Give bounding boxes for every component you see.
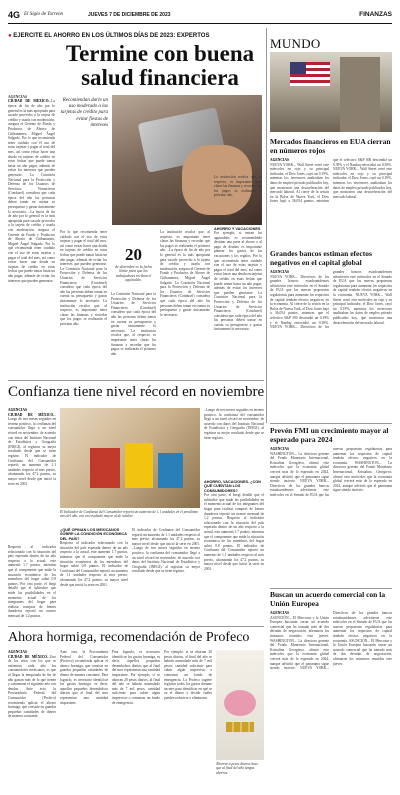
mid-col-1: AGENCIAS CIUDAD DE MÉXICO.–Luego de tres meses seguidos en terreno positivo, la confianza del consumidor llegó a un nivel récord en noviembre, de acuerdo con datos del Instituto Nacional de Estadística y Geografía (INEGI), al registrar su mejor resultado desde que se tiene registro. El indicador de Confianza del Consumidor reportó un aumento de 1.1 unidades respecto al mes previo, alcanzando los 47.2 puntos, su mayor nivel desde que inició la serie en 2001. bbox=[8, 408, 56, 486]
right-lower-rule bbox=[270, 423, 392, 424]
lead-col-2: Por lo que recomienda tener cuidado con el uso de estas tarjetas y pagar el total del mes, así como evitar hacer una deuda en tarjetas de crédito en estas fechas que puede tomar hasta un año pagar, además de evitar los intereses que pueden generarse. La Comisión Nacional para la Protección y Defensa de los Usuarios de Servicios Financieros (Condusef) considera que cada época del año las personas deben tomar en cuenta su presupuesto y gastar únicamente lo necesario. La institución recalca que, al respecto, es importante tener claras las finanzas y recordar que los pagos se realizarán el próximo año. bbox=[60, 230, 107, 326]
lead-deck: Recomiendan darle un uso moderado a las tarjetas de crédito para evitar fiestas de intereses bbox=[60, 98, 108, 128]
lead-kicker: ● EJERCITE EL AHORRO EN LOS ÚLTIMOS DÍAS DE 2023: EXPERTOS bbox=[8, 33, 210, 39]
mid-photo-caption: El Indicador de Confianza del Consumidor reportó un aumento de 1.1 unidades en el penúltimo mes del año, con un resultado mayor al de octubre. bbox=[60, 510, 199, 519]
coins-graphic bbox=[226, 722, 254, 732]
right-story2-body: AGENCIAS NUEVA YORK.– Directivos de los grandes bancos estadounidenses advirtieron este miércoles en el Senado de EUA que las nuevas propuestas regulatorias para aumentar los requisitos de capital tendrán efectos negativos en la economía. Al cierre de la sesión en la Bolsa de Nueva York, el Dow Jones bajó a 36,054 puntos, mientras que el selectivo S&P 500 descendió un 0.39% y el Nasdaq retrocedió un 0.58%. NUEVA YORK.– Directivos de los grandes bancos estadounidenses advirtieron este miércoles en el Senado de EUA que las nuevas propuestas regulatorias para aumentar los requisitos de capital tendrán efectos negativos en la economía. NUEVA YORK.– Wall Street cerró este miércoles en rojo y su principal indicador, el Dow Jones, cayó un 0.19%, mientras los inversores analizaban los datos de empleo privado publicados hoy, que mostraron una desaceleración del mercado laboral. bbox=[270, 270, 392, 330]
mid-top-rule bbox=[8, 380, 264, 381]
stat-number: 20 bbox=[125, 245, 142, 264]
right-story3-body: AGENCIAS WASHINGTON.– La directora gerente del Fondo Monetario Internacional, Kristalina Georgieva, afirmó este miércoles que la economía global crecerá más de lo esperado en 2024, aunque advirtió que el panorama sigue siendo incierto. NUEVA YORK.– Directivos de los grandes bancos estadounidenses advirtieron este miércoles en el Senado de EUA que las nuevas propuestas regulatorias para aumentar los requisitos de capital tendrán efectos negativos en la economía. WASHINGTON.– La directora gerente del Fondo Monetario Internacional, Kristalina Georgieva, afirmó este miércoles que la economía global crecerá más de lo esperado en 2024, aunque advirtió que el panorama sigue siendo incierto. bbox=[270, 447, 392, 497]
section-name: FINANZAS bbox=[359, 11, 392, 18]
stat-box bbox=[111, 245, 156, 283]
right-column-divider bbox=[266, 28, 267, 423]
bottom-photo-caption: Ahorrar a pesos diarios hace que al final del año tengas ahorros. bbox=[216, 762, 259, 775]
lead-byline: AGENCIAS bbox=[8, 95, 27, 99]
stat-caption: de diciembre es la fecha límite para que los trabajadores reciban el aguinaldo. bbox=[115, 265, 152, 283]
right-story1-body: AGENCIAS NUEVA YORK.– Wall Street cerró este miércoles en rojo y su principal indicador, el Dow Jones, cayó un 0.19%, mientras los inversores analizaban los datos de empleo privado publicados hoy, que mostraron una desaceleración del mercado laboral. Al cierre de la sesión en la Bolsa de Nueva York, el Dow Jones bajó a 36,054 puntos, mientras que el selectivo S&P 500 descendió un 0.39% y el Nasdaq retrocedió un 0.58%. NUEVA YORK.– Wall Street cerró este miércoles en rojo y su principal indicador, el Dow Jones, cayó un 0.19%, mientras los inversores analizaban los datos de empleo privado publicados hoy, que mostraron una desaceleración del mercado laboral. bbox=[270, 158, 392, 204]
right-story3-headline: Prevén FMI un crecimiento mayor al esperado para 2024 bbox=[270, 426, 389, 444]
paper-name: El Siglo de Torreón bbox=[24, 12, 63, 17]
right-story4-headline: Buscan un acuerdo comercial con la Unión Europea bbox=[270, 590, 386, 608]
bottom-top-rule bbox=[8, 626, 264, 627]
wall-street-photo bbox=[270, 52, 392, 132]
page-number: 4G bbox=[8, 10, 21, 20]
lead-col-1 bbox=[8, 95, 55, 375]
mid-photo bbox=[60, 408, 200, 508]
lead-text-1: CIUDAD DE MÉXICO.–La época de fin de año por lo general es la más apropiada para sacarle provecho a la tarjeta de crédito y usarla con moderación, asegura el Gerente de Fondo y Productos de Ahorro de Citibanamex, Miguel Ángel Salgado. Por lo que recomienda tener cuidado con el uso de estas tarjetas y pagar el total del mes, así como evitar hacer una deuda en tarjetas de crédito en estas fechas que puede tomar hasta un año pagar, además de evitar los intereses que pueden generarse. La Comisión Nacional para la Protección y Defensa de los Usuarios de Servicios Financieros (Condusef) considera que cada época del año las personas deben tomar en cuenta su presupuesto y gastar únicamente lo necesario. –La época de fin de año por lo general es la más apropiada para sacarle provecho a la tarjeta de crédito y usarla con moderación, asegura el Gerente de Fondo y Productos de Ahorro de Citibanamex, Miguel Ángel Salgado. Por lo que recomienda tener cuidado con el uso de estas tarjetas y pagar el total del mes, así como evitar hacer una deuda en tarjetas de crédito en estas fechas que puede tomar hasta un año pagar, además de evitar los intereses que pueden generarse. bbox=[8, 99, 55, 283]
mid-col-3: El indicador de Confianza del Consumidor reportó un aumento de 1.1 unidades respecto al mes previo, alcanzando los 47.2 puntos, su mayor nivel desde que inició la serie en 2001. –Luego de tres meses seguidos en terreno positivo, la confianza del consumidor llegó a un nivel récord en noviembre, de acuerdo con datos del Instituto Nacional de Estadística y Geografía (INEGI), al registrar su mejor resultado desde que se tiene registro. bbox=[132, 528, 200, 574]
lead-col-3: 20 de diciembre es la fecha límite para que los trabajadores reciban el aguinaldo. La Comisión Nacional para la Protección y Defensa de los Usuarios de Servicios Financieros (Condusef) considera que cada época del año las personas deben tomar en cuenta su presupuesto y gastar únicamente lo necesario. La institución recalca que, al respecto, es importante tener claras las finanzas y recordar que los pagos se realizarán el próximo año. bbox=[111, 245, 156, 356]
issue-date: JUEVES 7 DE DICIEMBRE DE 2023 bbox=[88, 12, 171, 18]
mid-col-2: ¿QUÉ OPINAN LOS MEXICANOS SOBRE LA CONDICIÓN ECONÓMICA DEL PAÍS? Respecto al indicador relacionado con la situación del país esperada dentro de un año respecto a la actual, este aumentó 1.7 puntos, mientras que el componente que mide la situación económica de los miembros del hogar subió 0.8 puntos. El indicador de Confianza del Consumidor reportó un aumento de 1.1 unidades respecto al mes previo, alcanzando los 47.2 puntos, su mayor nivel desde que inició la serie en 2001. bbox=[60, 528, 128, 587]
building-graphic bbox=[340, 57, 380, 132]
mid-headline: Confianza tiene nivel récord en noviembre bbox=[8, 384, 265, 400]
bottom-col-1: AGENCIAS CIUDAD DE MÉXICO.–Uno de los retos con los que se enfrentan cada año los consumidores mexicanos, es que al llegar la temporada de fin de año gastan más de lo que tienen y comienzan el siguiente año con deudas. Ante esto, la Procuraduría Federal del Consumidor (Profeco) recomienda aplicar el ahorro hormiga, que consiste en guardar pequeñas cantidades de dinero de manera constante. bbox=[8, 650, 56, 719]
lead-col-5: La institución recalca que, al respecto, es importante tener claras las finanzas y recordar que los pagos se realizarán el próximo año. AHORRO Y VACACIONES Por ejemplo, si entran los aguinaldos, es recomendable destinar una parte al ahorro o al pago de deudas; es importante planear los gastos de las vacaciones y los regalos. Por lo que recomienda tener cuidado con el uso de estas tarjetas y pagar el total del mes, así como evitar hacer una deuda en tarjetas de crédito en estas fechas que puede tomar hasta un año pagar, además de evitar los intereses que pueden generarse. La Comisión Nacional para la Protección y Defensa de los Usuarios de Servicios Financieros (Condusef) considera que cada época del año las personas deben tomar en cuenta su presupuesto y gastar únicamente lo necesario. bbox=[214, 175, 262, 332]
right-story1-headline: Mercados financieros en EUA cierran en números rojos bbox=[270, 137, 391, 155]
bottom-col-2: Ante esto, la Procuraduría Federal del Consumidor (Profeco) recomienda aplicar el ahorro hormiga, que consiste en guardar pequeñas cantidades de dinero de manera constante. Para lograrlo, es necesario identificar los gastos hormiga, es decir, aquellos pequeños desembolsos diarios que al final del mes representan una cantidad importante. bbox=[60, 650, 108, 705]
mid-subhead-2: AHORRO, VACACIONES. ¿CON QUÉ CUENTAN LOS CONSUMIDORES? bbox=[204, 480, 261, 493]
right-story4-body: AGENCIAS ASUNCIÓN.– El Mercosur y la Unión Europea buscarán cerrar un acuerdo comercial que ha tomado más de dos décadas de negociación, afirmaron los ministros reunidos este jueves. WASHINGTON.– La directora gerente del Fondo Monetario Internacional, Kristalina Georgieva, afirmó este miércoles que la economía global crecerá más de lo esperado en 2024, aunque advirtió que el panorama sigue siendo incierto. NUEVA YORK.– Directivos de los grandes bancos estadounidenses advirtieron este miércoles en el Senado de EUA que las nuevas propuestas regulatorias para aumentar los requisitos de capital tendrán efectos negativos en la economía. ASUNCIÓN.– El Mercosur y la Unión Europea buscarán cerrar un acuerdo comercial que ha tomado más de dos décadas de negociación, afirmaron los ministros reunidos este jueves. bbox=[270, 611, 392, 671]
masthead bbox=[8, 10, 392, 22]
bottom-headline: Ahora hormiga, recomendación de Profeco bbox=[8, 630, 250, 645]
piggy-bank-graphic bbox=[224, 690, 256, 716]
lead-headline: Termine con buena salud financiera bbox=[65, 41, 255, 90]
mid-subhead-1: ¿QUÉ OPINAN LOS MEXICANOS SOBRE LA CONDICIÓN ECONÓMICA DEL PAÍS? bbox=[60, 528, 127, 541]
lead-subhead: AHORRO Y VACACIONES bbox=[214, 227, 261, 231]
lead-col-4: La institución recalca que, al respecto, es importante tener claras las finanzas y recordar que los pagos se realizarán el próximo año. –La época de fin de año por lo general es la más apropiada para sacarle provecho a la tarjeta de crédito y usarla con moderación, asegura el Gerente de Fondo y Productos de Ahorro de Citibanamex, Miguel Ángel Salgado. La Comisión Nacional para la Protección y Defensa de los Usuarios de Servicios Financieros (Condusef) considera que cada época del año las personas deben tomar en cuenta su presupuesto y gastar únicamente lo necesario. bbox=[160, 230, 210, 317]
bottom-photo bbox=[216, 650, 264, 760]
mid-col-1b: Respecto al indicador relacionado con la situación del país esperada dentro de un año respecto a la actual, este aumentó 1.7 puntos, mientras que el componente que mide la situación económica de los miembros del hogar subió 0.8 puntos. Por otra parte, el Inegi detalló que el subíndice que mide las posibilidades en el momento actual de los integrantes del hogar para realizar compras de bienes duraderos reportó un avance mensual de 1.2 puntos. bbox=[8, 545, 56, 618]
shopping-bags-graphic bbox=[90, 448, 120, 488]
right-story2-headline: Grandes bancos estiman efectos negativos en el capital global bbox=[270, 249, 372, 267]
mid-col-4: –Luego de tres meses seguidos en terreno positivo, la confianza del consumidor llegó a un nivel récord en noviembre, de acuerdo con datos del Instituto Nacional de Estadística y Geografía (INEGI), al registrar su mejor resultado desde que se tiene registro. AHORRO, VACACIONES. ¿CON QUÉ CUENTAN LOS CONSUMIDORES? Por otra parte, el Inegi detalló que el subíndice que mide las posibilidades en el momento actual de los integrantes del hogar para realizar compras de bienes duraderos reportó un avance mensual de 1.2 puntos. Respecto al indicador relacionado con la situación del país esperada dentro de un año respecto a la actual, este aumentó 1.7 puntos, mientras que el componente que mide la situación económica de los miembros del hogar subió 0.8 puntos. El indicador de Confianza del Consumidor reportó un aumento de 1.1 unidades respecto al mes previo, alcanzando los 47.2 puntos, su mayor nivel desde que inició la serie en 2001. bbox=[204, 408, 264, 571]
right-column-title: MUNDO bbox=[270, 36, 321, 51]
masthead-rule bbox=[8, 23, 392, 24]
bottom-col-3: Para lograrlo, es necesario identificar los gastos hormiga, es decir, aquellos pequeños desembolsos diarios que al final del mes representan una cantidad importante. Por ejemplo, si se ahorran 20 pesos diarios, al final del año se habrán acumulado más de 7 mil pesos, cantidad suficiente para cubrir algún imprevisto o comenzar un fondo de emergencia. bbox=[112, 650, 160, 705]
bottom-col-4: Por ejemplo, si se ahorran 20 pesos diarios, al final del año se habrán acumulado más de 7 mil pesos, cantidad suficiente para cubrir algún imprevisto o comenzar un fondo de emergencia. La Profeco sugiere registrar todos los gastos durante un mes para identificar en qué se va el dinero y decidir cuáles pueden reducirse o eliminarse. bbox=[164, 650, 212, 700]
bullet-icon: ● bbox=[8, 33, 12, 39]
